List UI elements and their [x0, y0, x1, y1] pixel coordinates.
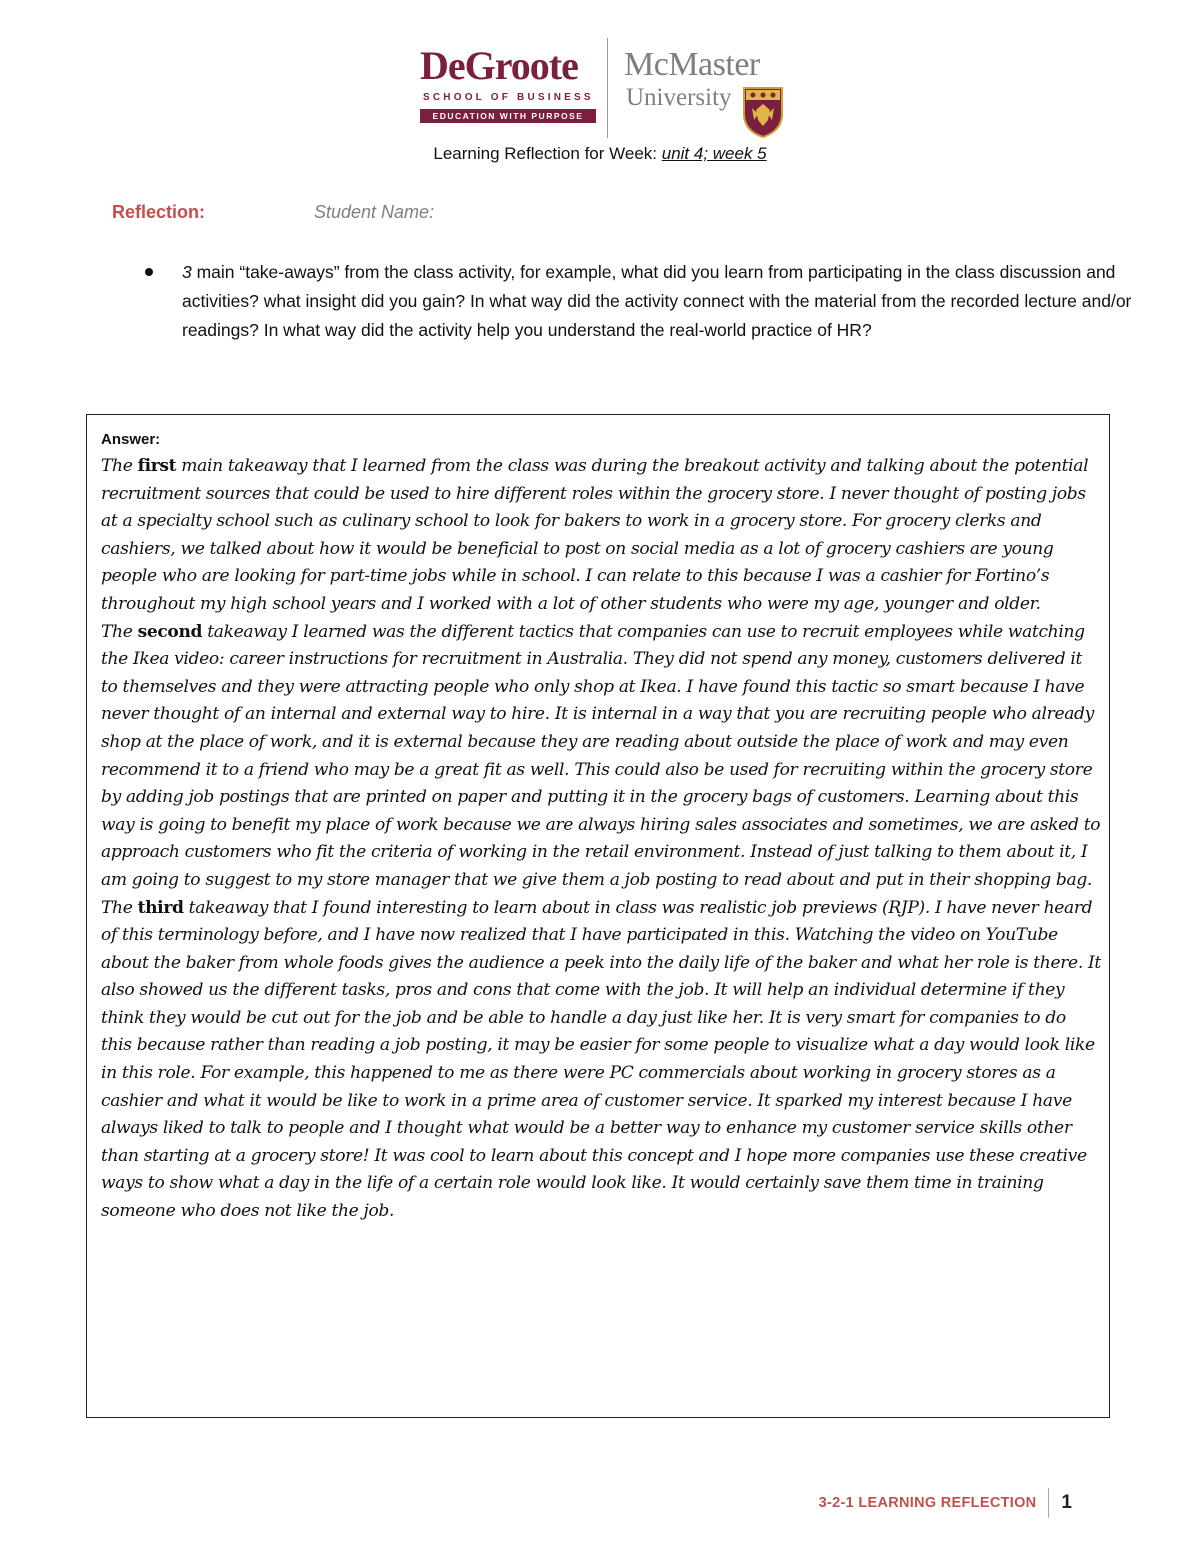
answer-text-run: takeaway that I found interesting to learn about in class was realistic job previews (RJP). I have never heard of this terminology before, and I have now realized that I have participated in this. Watching the video on YouTube about the baker from whole foods gives the audience a peek into the daily life of the baker and what her role is there. It also showed us the different tasks, pros and cons that come with the job. It will help an individual determine if they think they would be cut out for the job and be able to handle a day just like her. It is very smart for companies to do this because rather than reading a job posting, it may be easier for some people to visualize what a day would look like in this role. For example, this happened to me as there were PC commercials about working in grocery stores as a cashier and what it would be like to work in a prime area of customer service. It sparked my interest because I have always liked to talk to people and I thought what would be a better way to enhance my customer service skills other than starting at a grocery store! It was cool to learn about this concept and I hope more companies use these creative ways to show what a day in the life of a certain role would look like. It would certainly save them time in training someone who does not like the job. [101, 897, 1101, 1222]
answer-text-run: The [101, 621, 138, 642]
answer-text-run: main takeaway that I learned from the class was during the breakout activity and talking about the potential recruitment sources that could be used to hire different roles within the grocery store. I never thought of posting jobs at a specialty school such as culinary school to look for bakers to work in a grocery store. For grocery clerks and cashiers, we talked about how it would be beneficial to post on social media as a lot of grocery cashiers are young people who are looking for part-time jobs while in school. I can relate to this because I was a cashier for Fortino’s throughout my high school years and I worked with a lot of other students who were my age, younger and older. [101, 456, 1089, 614]
header-logos [420, 36, 800, 146]
prompt-text [182, 258, 1140, 345]
degroote-logo-tagline-bar [420, 109, 596, 123]
answer-label: Answer: [101, 431, 161, 448]
footer-label: 3-2-1 LEARNING REFLECTION [818, 1495, 1037, 1511]
answer-keyword-second: second [137, 621, 203, 642]
mcmaster-logo-wordmark: McMaster [624, 46, 760, 83]
answer-box [86, 414, 1110, 1418]
title-prefix: Learning Reflection for Week: [433, 144, 662, 163]
page-number: 1 [1061, 1492, 1072, 1513]
footer-divider [1048, 1488, 1049, 1518]
student-name-label: Student Name: [314, 202, 435, 222]
degroote-logo-subtitle: SCHOOL OF BUSINESS [423, 92, 594, 103]
mcmaster-logo-university: University [626, 84, 732, 111]
page-footer [819, 1488, 1072, 1518]
answer-text-run: The [101, 456, 138, 476]
bullet-icon [145, 268, 153, 276]
answer-paragraph-2 [101, 619, 1101, 1226]
reflection-label: Reflection: [112, 202, 206, 222]
degroote-logo-wordmark: DeGroote [420, 43, 578, 88]
answer-keyword-third: third [137, 897, 184, 918]
logo-divider [607, 38, 608, 138]
answer-paragraph-1 [101, 453, 1101, 619]
title-week: unit 4; week 5 [661, 144, 767, 163]
prompt-bullet [140, 258, 1140, 345]
answer-keyword-first: first [137, 456, 177, 476]
prompt-number: 3 [182, 262, 192, 282]
mcmaster-crest-icon [742, 86, 784, 138]
answer-text [101, 453, 1101, 1226]
prompt-body: main “take-aways” from the class activity, for example, what did you learn from participating in the class discussion and activities? what insight did you gain? In what way did the activity connect with the material from the recorded lecture and/or readings? In what way did the activity help you understand the real-world practice of HR? [182, 262, 1132, 340]
answer-text-run: takeaway I learned was the different tactics that companies can use to recruit employees while watching the Ikea video: career instructions for recruitment in Australia. They did not spend any money, customers delivered it to themselves and they were attracting people who only shop at Ikea. I have found this tactic so smart because I have never thought of an internal and external way to hire. It is internal in a way that you are recruiting people who already shop at the place of work, and it is external because they are reading about outside the place of work and may even recommend it to a friend who may be a great fit as well. This could also be used for recruiting within the grocery store by adding job postings that are printed on paper and putting it in the grocery bags of customers. Learning about this way is going to benefit my place of work because we are always hiring sales associates and sometimes, we are asked to approach customers who fit the criteria of working in the retail environment. Instead of just talking to them about it, I am going to suggest to my store manager that we give them a job posting to read about and put in their shopping bag. The [101, 621, 1101, 918]
page-title [0, 144, 1200, 164]
degroote-logo-tagline: EDUCATION WITH PURPOSE [432, 111, 584, 121]
